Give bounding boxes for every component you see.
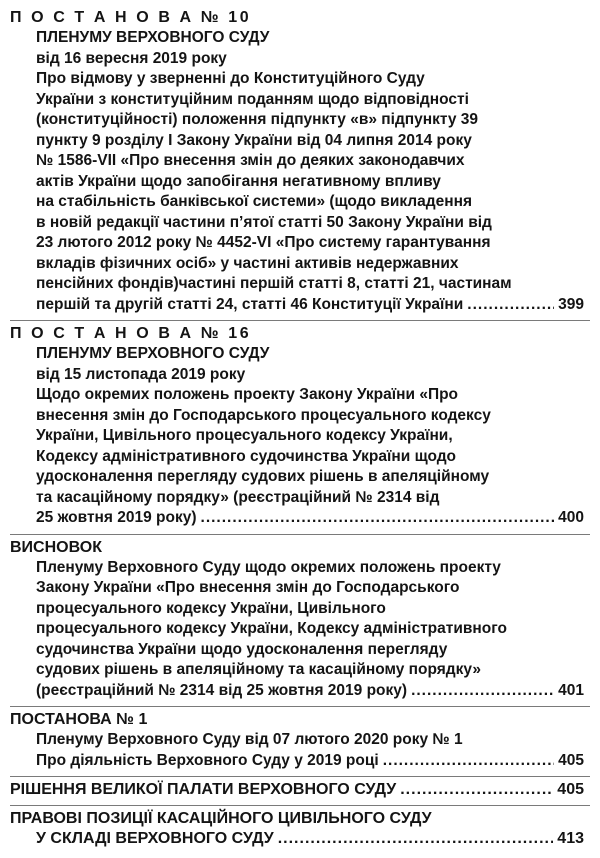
divider [10, 805, 590, 806]
page-number: 399 [558, 295, 584, 313]
entry-line: від 16 вересня 2019 року [36, 49, 227, 67]
entry-line: удосконалення перегляду судових рішень в апеляційному [36, 468, 490, 485]
dot-leader [467, 295, 554, 316]
dot-leader [278, 829, 554, 850]
dot-leader [201, 508, 555, 529]
entry-line: Закону України «Про внесення змін до Господарського [36, 579, 460, 596]
entry-line: актів України щодо запобігання негативному впливу [36, 172, 441, 190]
entry-line: Кодексу адміністративного судочинства України щодо [36, 447, 457, 465]
entry-line: судових рішень в апеляційному та касаційному порядку» [36, 661, 482, 678]
entry-line: в новій редакції частини п’ятої статті 50 Закону України від [36, 213, 492, 231]
dot-leader [383, 751, 554, 772]
entry-line: ПЛЕНУМУ ВЕРХОВНОГО СУДУ [36, 345, 270, 362]
divider [10, 706, 590, 707]
page-number: 401 [558, 681, 584, 699]
entry-line: першій та другій статті 24, статті 46 Конституції України [36, 295, 464, 313]
toc-entry-vysnovok [10, 538, 590, 702]
entry-line: процесуального кодексу України, Цивільного [36, 599, 386, 617]
page-number: 405 [558, 751, 584, 769]
entry-line: Пленуму Верховного Суду від 07 лютого 2020 року № 1 [36, 731, 463, 748]
toc-entry-postanova-10 [10, 8, 590, 315]
entry-line: Про відмову у зверненні до Конституційного Суду [36, 70, 425, 87]
entry-heading: ВИСНОВОК [10, 538, 102, 556]
entry-line: вкладів фізичних осіб» у частині активів недержавних [36, 254, 459, 272]
entry-line: (реєстраційний № 2314 від 25 жовтня 2019 року) [36, 681, 408, 699]
entry-line: (конституційності) положення підпункту «в» підпункту 39 [36, 111, 479, 128]
entry-line: України з конституційним поданням щодо відповідності [36, 90, 469, 108]
toc-entry-postanova-1 [10, 710, 590, 771]
entry-heading: ПРАВОВІ ПОЗИЦІЇ КАСАЦІЙНОГО ЦИВІЛЬНОГО СУДУ [10, 810, 432, 827]
toc-entry-pravovi-pozytsii [10, 809, 590, 850]
entry-line: судочинства України щодо удосконалення перегляду [36, 640, 448, 658]
entry-line: процесуального кодексу України, Кодексу адміністративного [36, 620, 507, 637]
entry-line: У СКЛАДІ ВЕРХОВНОГО СУДУ [36, 830, 274, 847]
entry-heading: ПОСТАНОВА № 1 [10, 711, 148, 728]
toc-entry-postanova-16 [10, 324, 590, 529]
entry-line: пенсійних фондів)частині першій статті 8, статті 21, частинам [36, 275, 512, 292]
entry-heading: П О С Т А Н О В А № 10 [10, 9, 252, 26]
page-number: 413 [557, 830, 584, 847]
entry-last-line [10, 780, 590, 800]
entry-line: Щодо окремих положень проекту Закону України «Про [36, 386, 459, 403]
entry-line: Пленуму Верховного Суду щодо окремих положень проекту [36, 558, 501, 576]
divider [10, 320, 590, 321]
entry-line: та касаційному порядку» (реєстраційний № 2314 від [36, 488, 440, 506]
entry-line: 23 лютого 2012 року № 4452-VI «Про систему гарантування [36, 234, 491, 251]
page-number: 400 [558, 509, 584, 526]
entry-last-line [10, 681, 590, 702]
entry-line: ПЛЕНУМУ ВЕРХОВНОГО СУДУ [36, 29, 270, 46]
entry-last-line [10, 751, 590, 772]
entry-line: пункту 9 розділу I Закону України від 04 липня 2014 року [36, 131, 472, 149]
entry-line: № 1586-VII «Про внесення змін до деяких законодавчих [36, 152, 465, 169]
page-number: 405 [557, 781, 584, 798]
divider [10, 776, 590, 777]
entry-line: внесення змін до Господарського процесуального кодексу [36, 406, 491, 424]
entry-heading: РІШЕННЯ ВЕЛИКОЇ ПАЛАТИ ВЕРХОВНОГО СУДУ [10, 781, 397, 798]
entry-last-line [10, 508, 590, 529]
dot-leader [400, 780, 553, 800]
entry-line: Про діяльність Верховного Суду у 2019 році [36, 751, 379, 769]
entry-line: на стабільність банківської системи» (щодо викладення [36, 193, 472, 210]
entry-line: України, Цивільного процесуального кодексу України, [36, 427, 453, 444]
toc-entry-rishennia [10, 780, 590, 800]
divider [10, 534, 590, 535]
entry-line: 25 жовтня 2019 року) [36, 509, 197, 526]
entry-heading: П О С Т А Н О В А № 16 [10, 325, 252, 342]
entry-line: від 15 листопада 2019 року [36, 365, 246, 383]
dot-leader [411, 681, 554, 702]
entry-last-line [10, 829, 590, 850]
entry-last-line [10, 295, 590, 316]
